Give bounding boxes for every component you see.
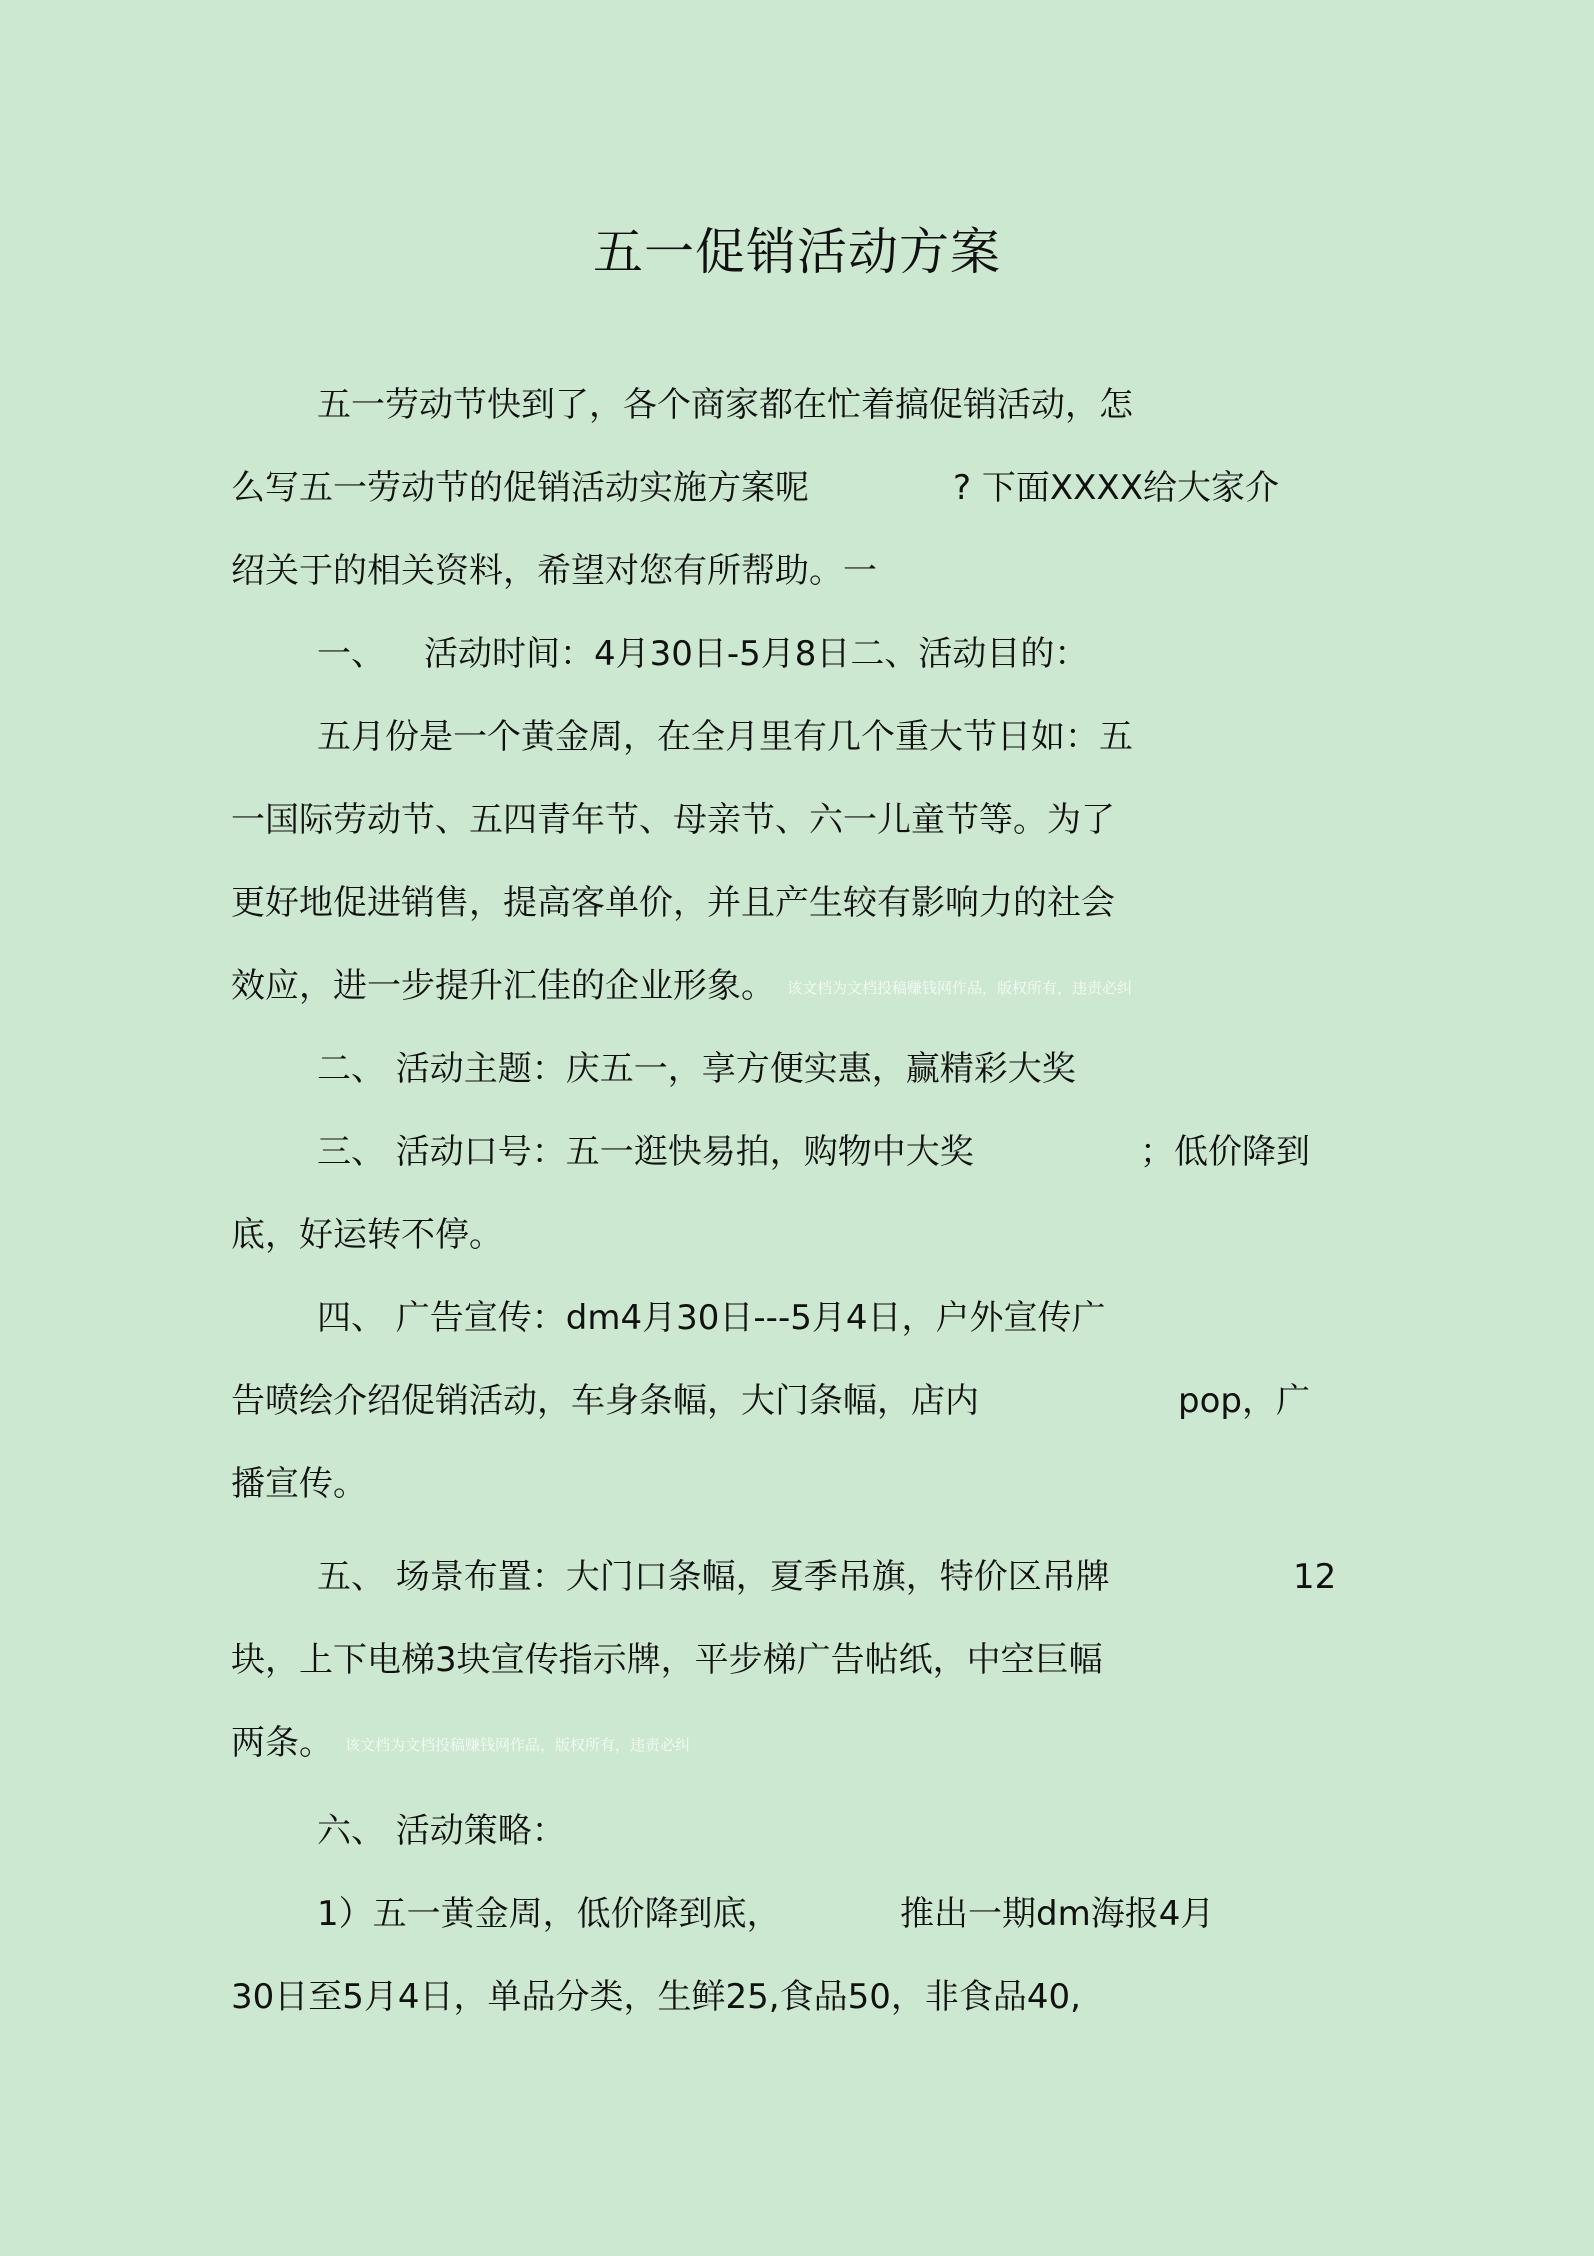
paragraph-line: 推出一期dm海报4月 <box>900 1894 1215 1934</box>
watermark-text: 该文档为文档投稿赚钱网作品，版权所有，违责必纠 <box>787 978 1133 997</box>
paragraph-line: 五一劳动节快到了，各个商家都在忙着搞促销活动，怎 <box>317 385 1133 425</box>
paragraph-line: 一国际劳动节、五四青年节、母亲节、六一儿童节等。为了 <box>231 800 1115 840</box>
page-title: 五一促销活动方案 <box>593 223 1001 281</box>
paragraph-line: 五月份是一个黄金周，在全月里有几个重大节日如：五 <box>317 717 1133 757</box>
paragraph-line: 五、 场景布置：大门口条幅，夏季吊旗，特价区吊牌 <box>317 1557 1110 1597</box>
paragraph-line: 1）五一黄金周，低价降到底， <box>317 1894 781 1934</box>
paragraph-line: 绍关于的相关资料，希望对您有所帮助。一 <box>231 551 877 591</box>
paragraph-line: 告喷绘介绍促销活动，车身条幅，大门条幅，店内 <box>231 1381 979 1421</box>
paragraph-line: pop，广 <box>1178 1381 1310 1421</box>
line-text: 效应，进一步提升汇佳的企业形象。 <box>231 966 775 1006</box>
paragraph-line: 更好地促进销售，提高客单价，并且产生较有影响力的社会 <box>231 883 1115 923</box>
paragraph-line: 30日至5月4日，单品分类，生鲜25,食品50，非食品40, <box>231 1977 1081 2017</box>
paragraph-line: 么写五一劳动节的促销活动实施方案呢 <box>231 468 809 508</box>
paragraph-line: 三、 活动口号：五一逛快易拍，购物中大奖 <box>317 1132 974 1172</box>
paragraph-line: 二、 活动主题：庆五一，享方便实惠，赢精彩大奖 <box>317 1049 1076 1089</box>
paragraph-line: ? 下面XXXX给大家介 <box>953 468 1280 508</box>
paragraph-line: 活动时间：4月30日-5月8日二、活动目的： <box>424 634 1089 674</box>
paragraph-line: 四、 广告宣传：dm4月30日---5月4日，户外宣传广 <box>317 1298 1106 1338</box>
paragraph-line: 块，上下电梯3块宣传指示牌，平步梯广告帖纸，中空巨幅 <box>231 1640 1103 1680</box>
watermark-text: 该文档为文档投稿赚钱网作品，版权所有，违责必纠 <box>345 1735 691 1754</box>
paragraph-line: 12 <box>1293 1557 1337 1597</box>
paragraph-line <box>231 966 1132 1008</box>
paragraph-line: 底，好运转不停。 <box>231 1215 503 1255</box>
section-number: 一、 <box>317 634 385 674</box>
paragraph-line: ；低价降到 <box>1140 1132 1310 1172</box>
line-text: 两条。 <box>231 1723 333 1763</box>
paragraph-line: 六、 活动策略： <box>317 1811 566 1851</box>
paragraph-line: 播宣传。 <box>231 1464 367 1504</box>
paragraph-line <box>231 1723 690 1765</box>
